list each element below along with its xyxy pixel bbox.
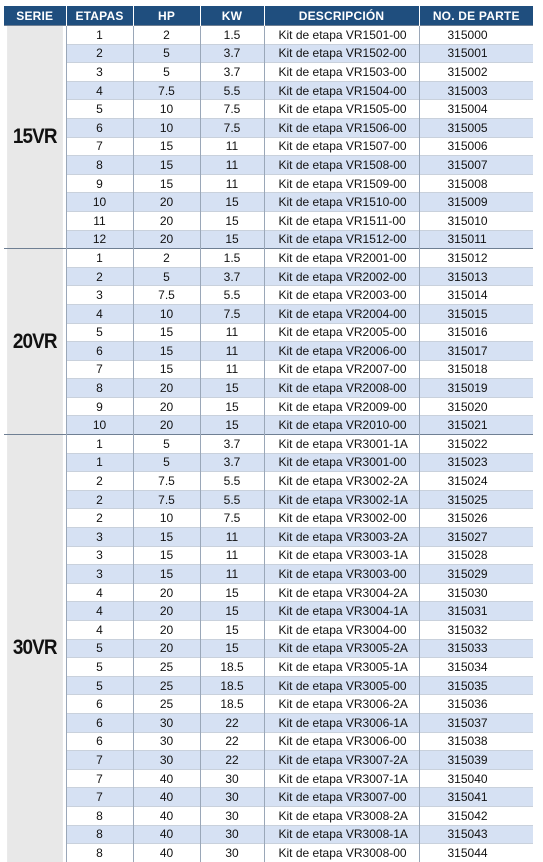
etapas-cell: 2 — [66, 490, 133, 509]
hp-cell: 7.5 — [133, 490, 200, 509]
etapas-cell: 10 — [66, 193, 133, 212]
descripcion-cell: Kit de etapa VR1505-00 — [264, 100, 419, 119]
table-row — [4, 732, 533, 751]
kw-cell: 18.5 — [200, 676, 264, 695]
etapas-cell: 7 — [66, 788, 133, 807]
table-row — [4, 63, 533, 82]
etapas-cell: 9 — [66, 397, 133, 416]
part-number-cell: 315017 — [419, 342, 533, 361]
etapas-cell: 4 — [66, 304, 133, 323]
kw-cell: 11 — [200, 565, 264, 584]
hp-cell: 30 — [133, 713, 200, 732]
table-row — [4, 472, 533, 491]
part-number-cell: 315039 — [419, 751, 533, 770]
part-number-cell: 315019 — [419, 379, 533, 398]
kw-cell: 15 — [200, 621, 264, 640]
part-number-cell: 315010 — [419, 211, 533, 230]
kw-cell: 15 — [200, 211, 264, 230]
hp-cell: 2 — [133, 249, 200, 268]
part-number-cell: 315037 — [419, 713, 533, 732]
table-row — [4, 193, 533, 212]
etapas-cell: 6 — [66, 732, 133, 751]
kw-cell: 11 — [200, 156, 264, 175]
kw-cell: 1.5 — [200, 26, 264, 45]
part-number-cell: 315035 — [419, 676, 533, 695]
kw-cell: 30 — [200, 825, 264, 844]
kw-cell: 15 — [200, 193, 264, 212]
part-number-cell: 315041 — [419, 788, 533, 807]
table-row — [4, 658, 533, 677]
part-number-cell: 315028 — [419, 546, 533, 565]
hp-cell: 25 — [133, 695, 200, 714]
table-row — [4, 844, 533, 862]
etapas-cell: 7 — [66, 360, 133, 379]
etapas-cell: 2 — [66, 509, 133, 528]
etapas-cell: 7 — [66, 769, 133, 788]
hp-cell: 40 — [133, 788, 200, 807]
descripcion-cell: Kit de etapa VR3008-1A — [264, 825, 419, 844]
part-number-cell: 315022 — [419, 435, 533, 454]
descripcion-cell: Kit de etapa VR1502-00 — [264, 44, 419, 63]
part-number-cell: 315005 — [419, 118, 533, 137]
kw-cell: 3.7 — [200, 267, 264, 286]
table-row — [4, 490, 533, 509]
table-row — [4, 621, 533, 640]
hp-cell: 20 — [133, 416, 200, 435]
descripcion-cell: Kit de etapa VR1509-00 — [264, 174, 419, 193]
table-row — [4, 81, 533, 100]
descripcion-cell: Kit de etapa VR3004-1A — [264, 602, 419, 621]
table-row — [4, 825, 533, 844]
etapas-cell: 9 — [66, 174, 133, 193]
part-number-cell: 315016 — [419, 323, 533, 342]
table-row — [4, 304, 533, 323]
hp-cell: 2 — [133, 26, 200, 45]
hp-cell: 25 — [133, 676, 200, 695]
etapas-cell: 5 — [66, 639, 133, 658]
table-row — [4, 118, 533, 137]
etapas-cell: 8 — [66, 844, 133, 862]
part-number-cell: 315044 — [419, 844, 533, 862]
etapas-cell: 11 — [66, 211, 133, 230]
kw-cell: 5.5 — [200, 81, 264, 100]
etapas-cell: 2 — [66, 267, 133, 286]
hp-cell: 7.5 — [133, 286, 200, 305]
etapas-cell: 10 — [66, 416, 133, 435]
kw-cell: 15 — [200, 416, 264, 435]
kw-cell: 7.5 — [200, 304, 264, 323]
hp-cell: 15 — [133, 156, 200, 175]
etapas-cell: 2 — [66, 44, 133, 63]
table-row — [4, 211, 533, 230]
descripcion-cell: Kit de etapa VR1507-00 — [264, 137, 419, 156]
part-number-cell: 315043 — [419, 825, 533, 844]
part-number-cell: 315004 — [419, 100, 533, 119]
descripcion-cell: Kit de etapa VR3002-2A — [264, 472, 419, 491]
table-row — [4, 397, 533, 416]
table-header-row — [4, 6, 533, 26]
kw-cell: 7.5 — [200, 100, 264, 119]
part-number-cell: 315008 — [419, 174, 533, 193]
part-number-cell: 315020 — [419, 397, 533, 416]
descripcion-cell: Kit de etapa VR3006-2A — [264, 695, 419, 714]
header-no-de-parte: NO. DE PARTE — [419, 6, 533, 26]
descripcion-cell: Kit de etapa VR1512-00 — [264, 230, 419, 249]
hp-cell: 15 — [133, 174, 200, 193]
part-number-cell: 315001 — [419, 44, 533, 63]
kw-cell: 11 — [200, 323, 264, 342]
table-row — [4, 639, 533, 658]
kw-cell: 3.7 — [200, 63, 264, 82]
etapas-cell: 8 — [66, 806, 133, 825]
descripcion-cell: Kit de etapa VR1504-00 — [264, 81, 419, 100]
hp-cell: 15 — [133, 323, 200, 342]
descripcion-cell: Kit de etapa VR3008-2A — [264, 806, 419, 825]
kw-cell: 7.5 — [200, 118, 264, 137]
hp-cell: 20 — [133, 621, 200, 640]
etapas-cell: 1 — [66, 26, 133, 45]
descripcion-cell: Kit de etapa VR3006-00 — [264, 732, 419, 751]
hp-cell: 20 — [133, 397, 200, 416]
table-row — [4, 602, 533, 621]
hp-cell: 7.5 — [133, 81, 200, 100]
descripcion-cell: Kit de etapa VR2005-00 — [264, 323, 419, 342]
kw-cell: 15 — [200, 583, 264, 602]
hp-cell: 20 — [133, 193, 200, 212]
kw-cell: 11 — [200, 360, 264, 379]
descripcion-cell: Kit de etapa VR3008-00 — [264, 844, 419, 862]
serie-label: 15VR — [7, 26, 63, 249]
table-row — [4, 323, 533, 342]
etapas-cell: 4 — [66, 602, 133, 621]
part-number-cell: 315034 — [419, 658, 533, 677]
descripcion-cell: Kit de etapa VR1511-00 — [264, 211, 419, 230]
etapas-cell: 1 — [66, 435, 133, 454]
descripcion-cell: Kit de etapa VR3004-00 — [264, 621, 419, 640]
part-number-cell: 315006 — [419, 137, 533, 156]
etapas-cell: 12 — [66, 230, 133, 249]
part-number-cell: 315032 — [419, 621, 533, 640]
part-number-cell: 315011 — [419, 230, 533, 249]
part-number-cell: 315033 — [419, 639, 533, 658]
table-row — [4, 156, 533, 175]
part-number-cell: 315023 — [419, 453, 533, 472]
descripcion-cell: Kit de etapa VR1508-00 — [264, 156, 419, 175]
etapas-cell: 6 — [66, 695, 133, 714]
etapas-cell: 8 — [66, 156, 133, 175]
hp-cell: 10 — [133, 509, 200, 528]
descripcion-cell: Kit de etapa VR2004-00 — [264, 304, 419, 323]
hp-cell: 5 — [133, 63, 200, 82]
hp-cell: 15 — [133, 360, 200, 379]
table-row — [4, 379, 533, 398]
descripcion-cell: Kit de etapa VR2001-00 — [264, 249, 419, 268]
hp-cell: 30 — [133, 732, 200, 751]
kw-cell: 30 — [200, 806, 264, 825]
part-number-cell: 315025 — [419, 490, 533, 509]
table-row — [4, 249, 533, 268]
kw-cell: 11 — [200, 528, 264, 547]
table-row — [4, 44, 533, 63]
hp-cell: 40 — [133, 825, 200, 844]
table-row — [4, 230, 533, 249]
hp-cell: 10 — [133, 118, 200, 137]
kw-cell: 30 — [200, 844, 264, 862]
table-row — [4, 546, 533, 565]
descripcion-cell: Kit de etapa VR3001-1A — [264, 435, 419, 454]
etapas-cell: 8 — [66, 379, 133, 398]
descripcion-cell: Kit de etapa VR3003-00 — [264, 565, 419, 584]
etapas-cell: 2 — [66, 472, 133, 491]
table-row — [4, 435, 533, 454]
part-number-cell: 315030 — [419, 583, 533, 602]
kw-cell: 5.5 — [200, 472, 264, 491]
etapas-cell: 3 — [66, 546, 133, 565]
hp-cell: 20 — [133, 379, 200, 398]
kw-cell: 30 — [200, 788, 264, 807]
table-row — [4, 806, 533, 825]
table-row — [4, 713, 533, 732]
part-number-cell: 315007 — [419, 156, 533, 175]
parts-table — [4, 6, 533, 862]
hp-cell: 10 — [133, 100, 200, 119]
hp-cell: 5 — [133, 44, 200, 63]
etapas-cell: 4 — [66, 81, 133, 100]
descripcion-cell: Kit de etapa VR3007-2A — [264, 751, 419, 770]
etapas-cell: 5 — [66, 323, 133, 342]
part-number-cell: 315015 — [419, 304, 533, 323]
part-number-cell: 315042 — [419, 806, 533, 825]
table-row — [4, 342, 533, 361]
table-row — [4, 416, 533, 435]
kw-cell: 18.5 — [200, 695, 264, 714]
table-row — [4, 137, 533, 156]
table-row — [4, 267, 533, 286]
part-number-cell: 315031 — [419, 602, 533, 621]
hp-cell: 40 — [133, 769, 200, 788]
part-number-cell: 315027 — [419, 528, 533, 547]
hp-cell: 20 — [133, 211, 200, 230]
header-descripcion: DESCRIPCIÓN — [264, 6, 419, 26]
etapas-cell: 6 — [66, 342, 133, 361]
descripcion-cell: Kit de etapa VR2003-00 — [264, 286, 419, 305]
part-number-cell: 315009 — [419, 193, 533, 212]
table-row — [4, 453, 533, 472]
hp-cell: 10 — [133, 304, 200, 323]
descripcion-cell: Kit de etapa VR3007-1A — [264, 769, 419, 788]
table-row — [4, 360, 533, 379]
kw-cell: 15 — [200, 397, 264, 416]
kw-cell: 15 — [200, 379, 264, 398]
descripcion-cell: Kit de etapa VR2010-00 — [264, 416, 419, 435]
hp-cell: 40 — [133, 844, 200, 862]
etapas-cell: 7 — [66, 751, 133, 770]
table-row — [4, 695, 533, 714]
hp-cell: 20 — [133, 230, 200, 249]
serie-label: 30VR — [7, 435, 63, 862]
descripcion-cell: Kit de etapa VR1506-00 — [264, 118, 419, 137]
etapas-cell: 5 — [66, 676, 133, 695]
hp-cell: 15 — [133, 137, 200, 156]
hp-cell: 20 — [133, 602, 200, 621]
etapas-cell: 3 — [66, 63, 133, 82]
descripcion-cell: Kit de etapa VR3002-00 — [264, 509, 419, 528]
descripcion-cell: Kit de etapa VR2007-00 — [264, 360, 419, 379]
table-row — [4, 26, 533, 45]
descripcion-cell: Kit de etapa VR2006-00 — [264, 342, 419, 361]
descripcion-cell: Kit de etapa VR3006-1A — [264, 713, 419, 732]
table-row — [4, 676, 533, 695]
kw-cell: 5.5 — [200, 286, 264, 305]
part-number-cell: 315026 — [419, 509, 533, 528]
table-row — [4, 565, 533, 584]
etapas-cell: 1 — [66, 249, 133, 268]
hp-cell: 15 — [133, 565, 200, 584]
part-number-cell: 315029 — [419, 565, 533, 584]
descripcion-cell: Kit de etapa VR3005-00 — [264, 676, 419, 695]
hp-cell: 5 — [133, 453, 200, 472]
table-row — [4, 528, 533, 547]
descripcion-cell: Kit de etapa VR3001-00 — [264, 453, 419, 472]
etapas-cell: 3 — [66, 565, 133, 584]
part-number-cell: 315000 — [419, 26, 533, 45]
kw-cell: 15 — [200, 230, 264, 249]
hp-cell: 15 — [133, 546, 200, 565]
part-number-cell: 315040 — [419, 769, 533, 788]
etapas-cell: 4 — [66, 621, 133, 640]
etapas-cell: 7 — [66, 137, 133, 156]
table-row — [4, 100, 533, 119]
kw-cell: 11 — [200, 546, 264, 565]
etapas-cell: 8 — [66, 825, 133, 844]
etapas-cell: 1 — [66, 453, 133, 472]
kw-cell: 7.5 — [200, 509, 264, 528]
hp-cell: 15 — [133, 528, 200, 547]
descripcion-cell: Kit de etapa VR3003-1A — [264, 546, 419, 565]
kw-cell: 15 — [200, 602, 264, 621]
table-row — [4, 286, 533, 305]
header-kw: KW — [200, 6, 264, 26]
descripcion-cell: Kit de etapa VR2002-00 — [264, 267, 419, 286]
hp-cell: 5 — [133, 435, 200, 454]
hp-cell: 20 — [133, 639, 200, 658]
kw-cell: 5.5 — [200, 490, 264, 509]
etapas-cell: 5 — [66, 658, 133, 677]
hp-cell: 5 — [133, 267, 200, 286]
descripcion-cell: Kit de etapa VR3004-2A — [264, 583, 419, 602]
etapas-cell: 3 — [66, 286, 133, 305]
table-row — [4, 583, 533, 602]
hp-cell: 25 — [133, 658, 200, 677]
table-body — [4, 26, 533, 862]
header-hp: HP — [133, 6, 200, 26]
descripcion-cell: Kit de etapa VR3007-00 — [264, 788, 419, 807]
part-number-cell: 315002 — [419, 63, 533, 82]
descripcion-cell: Kit de etapa VR3003-2A — [264, 528, 419, 547]
etapas-cell: 6 — [66, 713, 133, 732]
kw-cell: 11 — [200, 174, 264, 193]
descripcion-cell: Kit de etapa VR3005-2A — [264, 639, 419, 658]
parts-table-container — [4, 6, 533, 862]
kw-cell: 11 — [200, 137, 264, 156]
table-row — [4, 751, 533, 770]
part-number-cell: 315018 — [419, 360, 533, 379]
part-number-cell: 315038 — [419, 732, 533, 751]
kw-cell: 11 — [200, 342, 264, 361]
header-serie: SERIE — [4, 6, 66, 26]
table-row — [4, 788, 533, 807]
kw-cell: 3.7 — [200, 453, 264, 472]
kw-cell: 3.7 — [200, 44, 264, 63]
hp-cell: 15 — [133, 342, 200, 361]
part-number-cell: 315012 — [419, 249, 533, 268]
serie-label: 20VR — [7, 249, 63, 435]
etapas-cell: 4 — [66, 583, 133, 602]
etapas-cell: 5 — [66, 100, 133, 119]
hp-cell: 7.5 — [133, 472, 200, 491]
descripcion-cell: Kit de etapa VR1510-00 — [264, 193, 419, 212]
kw-cell: 22 — [200, 732, 264, 751]
etapas-cell: 6 — [66, 118, 133, 137]
part-number-cell: 315013 — [419, 267, 533, 286]
header-etapas: ETAPAS — [66, 6, 133, 26]
table-row — [4, 174, 533, 193]
etapas-cell: 3 — [66, 528, 133, 547]
descripcion-cell: Kit de etapa VR2008-00 — [264, 379, 419, 398]
part-number-cell: 315024 — [419, 472, 533, 491]
kw-cell: 1.5 — [200, 249, 264, 268]
descripcion-cell: Kit de etapa VR3005-1A — [264, 658, 419, 677]
hp-cell: 20 — [133, 583, 200, 602]
kw-cell: 30 — [200, 769, 264, 788]
kw-cell: 3.7 — [200, 435, 264, 454]
kw-cell: 15 — [200, 639, 264, 658]
descripcion-cell: Kit de etapa VR1501-00 — [264, 26, 419, 45]
kw-cell: 22 — [200, 713, 264, 732]
descripcion-cell: Kit de etapa VR2009-00 — [264, 397, 419, 416]
part-number-cell: 315014 — [419, 286, 533, 305]
part-number-cell: 315021 — [419, 416, 533, 435]
kw-cell: 22 — [200, 751, 264, 770]
table-row — [4, 769, 533, 788]
hp-cell: 40 — [133, 806, 200, 825]
part-number-cell: 315036 — [419, 695, 533, 714]
kw-cell: 18.5 — [200, 658, 264, 677]
descripcion-cell: Kit de etapa VR3002-1A — [264, 490, 419, 509]
table-row — [4, 509, 533, 528]
part-number-cell: 315003 — [419, 81, 533, 100]
descripcion-cell: Kit de etapa VR1503-00 — [264, 63, 419, 82]
hp-cell: 30 — [133, 751, 200, 770]
